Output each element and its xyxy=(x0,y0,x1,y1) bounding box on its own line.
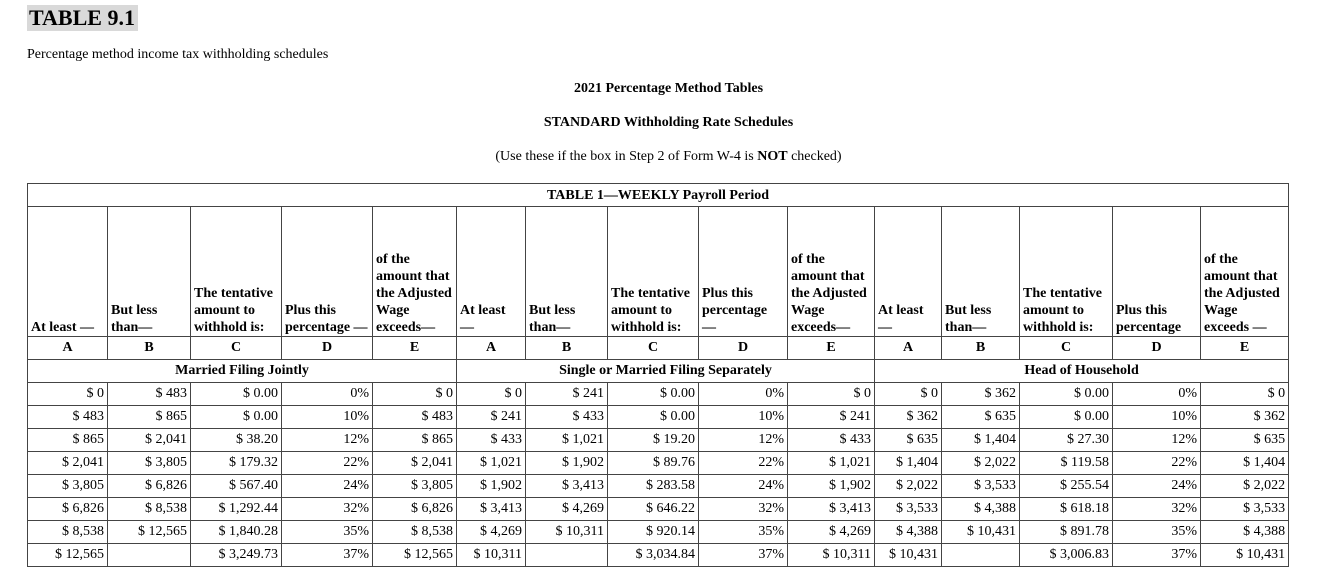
table-cell: $ 1,404 xyxy=(1201,452,1289,475)
table-cell: $ 2,022 xyxy=(1201,475,1289,498)
table-cell: $ 3,805 xyxy=(108,452,191,475)
table-row xyxy=(28,429,1289,452)
table-cell: 0% xyxy=(699,383,788,406)
table-cell: $ 362 xyxy=(942,383,1020,406)
col-header-excess-over: of the amount that the Adjusted Wage exceeds— xyxy=(373,207,457,337)
table-cell: $ 483 xyxy=(373,406,457,429)
table-cell: $ 1,292.44 xyxy=(191,498,282,521)
col-header-at-least: At least — xyxy=(457,207,526,337)
col-header-plus-percentage: Plus this percentage — xyxy=(282,207,373,337)
table-cell: $ 6,826 xyxy=(373,498,457,521)
table-cell: $ 0.00 xyxy=(191,406,282,429)
col-letter: E xyxy=(1201,337,1289,360)
column-letter-row xyxy=(28,337,1289,360)
table-cell: $ 1,021 xyxy=(788,452,875,475)
col-letter: E xyxy=(788,337,875,360)
table-cell: $ 2,041 xyxy=(373,452,457,475)
table-cell: $ 3,805 xyxy=(28,475,108,498)
table-cell: 24% xyxy=(1113,475,1201,498)
table-cell: 32% xyxy=(1113,498,1201,521)
doc-title: 2021 Percentage Method Tables xyxy=(573,81,764,96)
table-cell: $ 12,565 xyxy=(28,544,108,567)
table-cell: $ 19.20 xyxy=(608,429,699,452)
table-cell: 12% xyxy=(282,429,373,452)
table-cell: $ 0 xyxy=(457,383,526,406)
table-cell: $ 1,902 xyxy=(457,475,526,498)
table-cell: 37% xyxy=(1113,544,1201,567)
weekly-withholding-table xyxy=(27,183,1289,567)
filing-status-row xyxy=(28,360,1289,383)
col-header-tentative-amount: The tentative amount to withhold is: xyxy=(1020,207,1113,337)
table-cell: $ 920.14 xyxy=(608,521,699,544)
col-header-but-less-than: But less than— xyxy=(108,207,191,337)
col-header-plus-percentage: Plus this percentage — xyxy=(699,207,788,337)
table-cell: $ 10,311 xyxy=(457,544,526,567)
col-letter: B xyxy=(942,337,1020,360)
withholding-table-container xyxy=(27,183,1288,567)
table-cell: $ 241 xyxy=(788,406,875,429)
table-row xyxy=(28,475,1289,498)
table-cell: $ 0 xyxy=(28,383,108,406)
table-cell: $ 10,431 xyxy=(1201,544,1289,567)
table-cell: $ 483 xyxy=(108,383,191,406)
table-cell: $ 362 xyxy=(1201,406,1289,429)
table-cell: $ 0.00 xyxy=(1020,383,1113,406)
col-letter: C xyxy=(1020,337,1113,360)
table-cell: $ 0.00 xyxy=(191,383,282,406)
table-cell: $ 4,388 xyxy=(942,498,1020,521)
table-cell: $ 1,021 xyxy=(457,452,526,475)
table-cell: $ 3,805 xyxy=(373,475,457,498)
table-cell: $ 865 xyxy=(108,406,191,429)
table-cell: $ 3,413 xyxy=(526,475,608,498)
table-cell: 32% xyxy=(282,498,373,521)
doc-subtitle: STANDARD Withholding Rate Schedules xyxy=(543,115,794,130)
table-cell: $ 10,431 xyxy=(875,544,942,567)
col-letter: D xyxy=(1113,337,1201,360)
table-cell: $ 12,565 xyxy=(373,544,457,567)
col-header-at-least: At least — xyxy=(875,207,942,337)
table-cell: 35% xyxy=(1113,521,1201,544)
table-row xyxy=(28,406,1289,429)
table-cell: 37% xyxy=(699,544,788,567)
table-cell: $ 0 xyxy=(875,383,942,406)
table-cell: 35% xyxy=(282,521,373,544)
table-cell: 12% xyxy=(699,429,788,452)
table-cell: $ 3,413 xyxy=(457,498,526,521)
table-cell: $ 2,022 xyxy=(942,452,1020,475)
table-cell: $ 89.76 xyxy=(608,452,699,475)
table-cell: $ 8,538 xyxy=(28,521,108,544)
table-cell: $ 0 xyxy=(373,383,457,406)
table-cell: 0% xyxy=(282,383,373,406)
table-cell: $ 10,431 xyxy=(942,521,1020,544)
table-cell: $ 635 xyxy=(1201,429,1289,452)
col-letter: A xyxy=(457,337,526,360)
table-cell: $ 10,311 xyxy=(788,544,875,567)
table-cell: 10% xyxy=(699,406,788,429)
table-cell: $ 3,533 xyxy=(942,475,1020,498)
col-letter: D xyxy=(282,337,373,360)
table-cell: $ 27.30 xyxy=(1020,429,1113,452)
col-header-excess-over: of the amount that the Adjusted Wage exceeds — xyxy=(1201,207,1289,337)
table-cell xyxy=(108,544,191,567)
col-header-tentative-amount: The tentative amount to withhold is: xyxy=(608,207,699,337)
table-cell: 12% xyxy=(1113,429,1201,452)
table-cell: $ 635 xyxy=(875,429,942,452)
table-cell: $ 3,034.84 xyxy=(608,544,699,567)
table-cell: $ 891.78 xyxy=(1020,521,1113,544)
table-cell: $ 635 xyxy=(942,406,1020,429)
table-cell: $ 38.20 xyxy=(191,429,282,452)
col-header-tentative-amount: The tentative amount to withhold is: xyxy=(191,207,282,337)
withholding-table-body xyxy=(28,383,1289,567)
column-header-row xyxy=(28,207,1289,337)
table-cell: $ 1,404 xyxy=(942,429,1020,452)
col-header-but-less-than: But less than— xyxy=(942,207,1020,337)
table-cell: $ 8,538 xyxy=(108,498,191,521)
col-letter: C xyxy=(191,337,282,360)
table-cell: $ 3,006.83 xyxy=(1020,544,1113,567)
table-cell: $ 0.00 xyxy=(1020,406,1113,429)
table-cell: 10% xyxy=(1113,406,1201,429)
table-cell: $ 4,388 xyxy=(1201,521,1289,544)
table-cell: $ 1,021 xyxy=(526,429,608,452)
table-cell: 24% xyxy=(699,475,788,498)
table-label: TABLE 9.1 xyxy=(27,5,138,31)
col-header-plus-percentage: Plus this percentage xyxy=(1113,207,1201,337)
table-cell: $ 618.18 xyxy=(1020,498,1113,521)
table-cell xyxy=(526,544,608,567)
table-cell: 0% xyxy=(1113,383,1201,406)
table-cell: $ 3,533 xyxy=(1201,498,1289,521)
table-cell: $ 3,533 xyxy=(875,498,942,521)
table-cell: $ 4,388 xyxy=(875,521,942,544)
table-cell: $ 0.00 xyxy=(608,383,699,406)
table-cell: $ 283.58 xyxy=(608,475,699,498)
table-cell: $ 1,902 xyxy=(788,475,875,498)
table-cell: $ 1,902 xyxy=(526,452,608,475)
table-cell: $ 567.40 xyxy=(191,475,282,498)
table-cell: $ 241 xyxy=(526,383,608,406)
table-cell xyxy=(942,544,1020,567)
table-cell: $ 2,022 xyxy=(875,475,942,498)
table-cell: $ 483 xyxy=(28,406,108,429)
usage-note xyxy=(0,149,1337,165)
table-cell: $ 865 xyxy=(28,429,108,452)
table-row xyxy=(28,383,1289,406)
table-cell: $ 10,311 xyxy=(526,521,608,544)
table-cell: $ 865 xyxy=(373,429,457,452)
table-cell: $ 1,404 xyxy=(875,452,942,475)
usage-note-prefix: (Use these if the box in Step 2 of Form W-4 is xyxy=(495,149,758,164)
col-letter: A xyxy=(875,337,942,360)
usage-note-suffix: checked) xyxy=(787,149,842,164)
filing-status-single: Single or Married Filing Separately xyxy=(457,360,875,383)
col-letter: E xyxy=(373,337,457,360)
table-caption: Percentage method income tax withholding schedules xyxy=(27,47,329,62)
table-cell: $ 0.00 xyxy=(608,406,699,429)
table-row xyxy=(28,521,1289,544)
table-cell: $ 3,413 xyxy=(788,498,875,521)
table-cell: $ 4,269 xyxy=(526,498,608,521)
table-cell: $ 3,249.73 xyxy=(191,544,282,567)
table-cell: $ 255.54 xyxy=(1020,475,1113,498)
table-cell: $ 119.58 xyxy=(1020,452,1113,475)
table-cell: $ 0 xyxy=(1201,383,1289,406)
table-cell: $ 433 xyxy=(526,406,608,429)
table-cell: $ 433 xyxy=(457,429,526,452)
col-header-at-least: At least — xyxy=(28,207,108,337)
table-cell: $ 6,826 xyxy=(28,498,108,521)
period-title: TABLE 1—WEEKLY Payroll Period xyxy=(28,184,1289,207)
table-cell: $ 6,826 xyxy=(108,475,191,498)
table-cell: 22% xyxy=(282,452,373,475)
table-cell: $ 0 xyxy=(788,383,875,406)
table-cell: 35% xyxy=(699,521,788,544)
table-row xyxy=(28,498,1289,521)
col-letter: D xyxy=(699,337,788,360)
table-cell: $ 12,565 xyxy=(108,521,191,544)
col-letter: A xyxy=(28,337,108,360)
table-cell: $ 2,041 xyxy=(108,429,191,452)
col-letter: B xyxy=(526,337,608,360)
table-cell: 22% xyxy=(1113,452,1201,475)
table-row xyxy=(28,452,1289,475)
col-letter: B xyxy=(108,337,191,360)
table-cell: $ 1,840.28 xyxy=(191,521,282,544)
table-cell: $ 4,269 xyxy=(457,521,526,544)
table-cell: 37% xyxy=(282,544,373,567)
table-cell: 22% xyxy=(699,452,788,475)
table-cell: $ 241 xyxy=(457,406,526,429)
table-cell: $ 646.22 xyxy=(608,498,699,521)
usage-note-emphasis: NOT xyxy=(757,149,788,164)
table-cell: $ 8,538 xyxy=(373,521,457,544)
table-cell: $ 2,041 xyxy=(28,452,108,475)
table-cell: 24% xyxy=(282,475,373,498)
table-cell: $ 362 xyxy=(875,406,942,429)
filing-status-head-of-household: Head of Household xyxy=(875,360,1289,383)
col-letter: C xyxy=(608,337,699,360)
table-row xyxy=(28,544,1289,567)
table-cell: 10% xyxy=(282,406,373,429)
table-cell: $ 433 xyxy=(788,429,875,452)
filing-status-married-jointly: Married Filing Jointly xyxy=(28,360,457,383)
col-header-excess-over: of the amount that the Adjusted Wage exceeds— xyxy=(788,207,875,337)
table-cell: $ 179.32 xyxy=(191,452,282,475)
table-cell: $ 4,269 xyxy=(788,521,875,544)
table-cell: 32% xyxy=(699,498,788,521)
col-header-but-less-than: But less than— xyxy=(526,207,608,337)
